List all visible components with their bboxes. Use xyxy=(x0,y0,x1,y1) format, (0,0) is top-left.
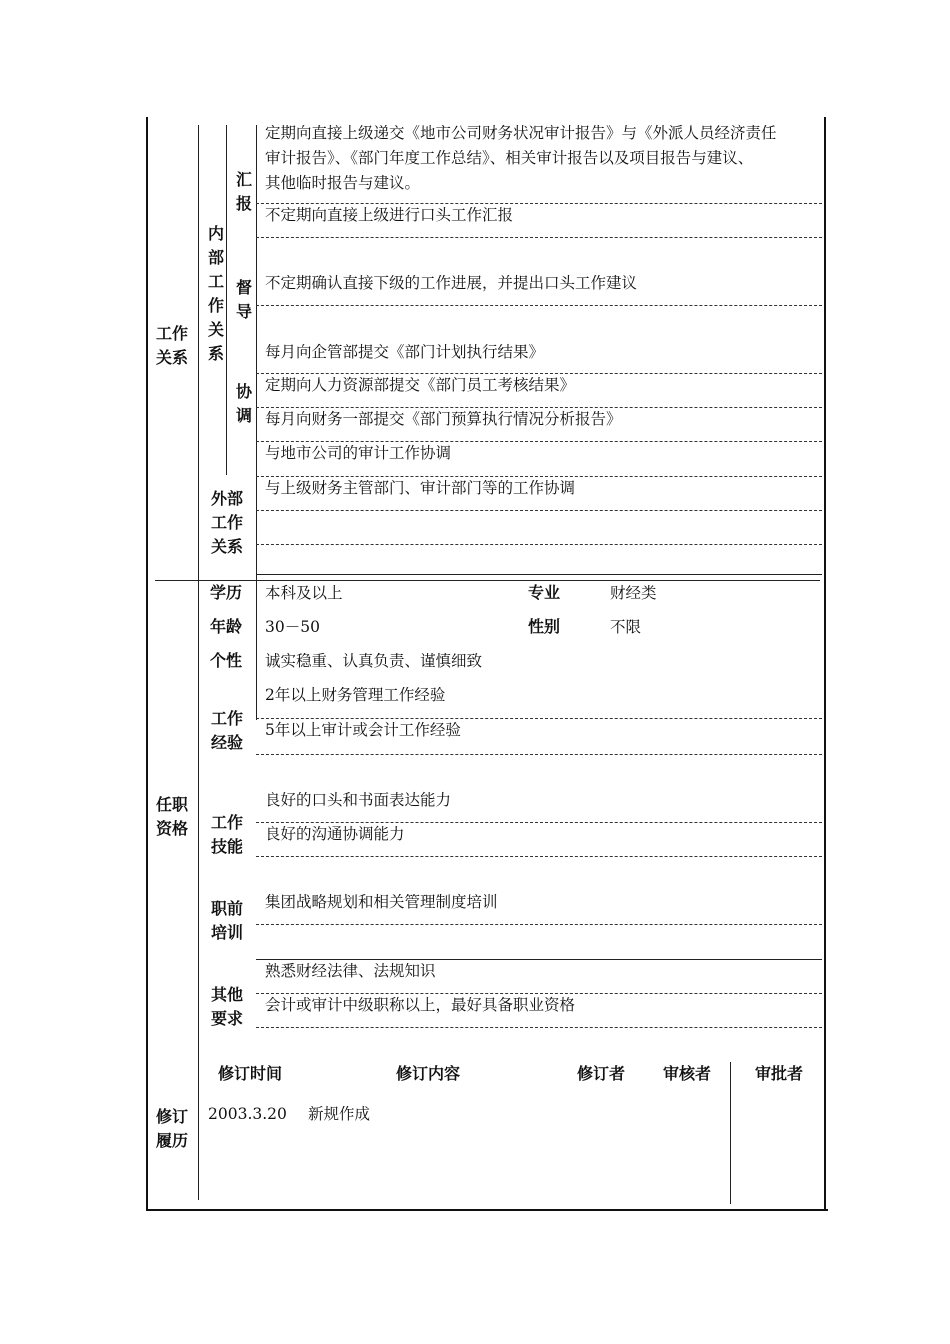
coordinate-item-3: 每月向财务一部提交《部门预算执行情况分析报告》 xyxy=(265,410,622,428)
table-bottom-border xyxy=(146,1209,828,1211)
education-value: 本科及以上 xyxy=(265,584,343,602)
skills-item-2: 良好的沟通协调能力 xyxy=(265,825,405,843)
revision-header-approver: 审批者 xyxy=(754,1064,803,1083)
report-item-1-line-2: 审计报告》、《部门年度工作总结》、相关审计报告以及项目报告与建议、 xyxy=(265,149,754,167)
revision-header-content: 修订内容 xyxy=(395,1064,460,1083)
qualifications-label: 任职资格 xyxy=(155,795,188,838)
dashed-separator xyxy=(256,305,822,306)
col-divider-1 xyxy=(198,125,199,1200)
dashed-separator xyxy=(256,754,822,755)
other-item-2: 会计或审计中级职称以上，最好具备职业资格 xyxy=(265,996,576,1014)
major-value: 财经类 xyxy=(610,584,657,602)
report-item-2: 不定期向直接上级进行口头工作汇报 xyxy=(265,206,514,224)
skills-label: 工作技能 xyxy=(210,813,243,856)
training-label: 职前培训 xyxy=(210,899,243,942)
gender-label: 性别 xyxy=(527,617,560,636)
internal-relations-label: 内部工作关系 xyxy=(207,224,224,363)
dashed-separator xyxy=(256,544,822,545)
revision-col-divider xyxy=(730,1062,731,1204)
experience-item-1: 2年以上财务管理工作经验 xyxy=(265,686,446,704)
revision-row-content: 新规作成 xyxy=(308,1105,371,1123)
dashed-separator xyxy=(256,510,822,511)
external-relations-label: 外部工作关系 xyxy=(210,489,243,556)
section-divider-minor xyxy=(256,574,822,575)
revision-label: 修订履历 xyxy=(155,1107,188,1150)
age-label: 年龄 xyxy=(209,617,242,636)
personality-label: 个性 xyxy=(209,651,242,670)
col-divider-inner xyxy=(226,125,227,475)
supervise-label: 督导 xyxy=(235,278,252,321)
external-item-1: 与上级财务主管部门、审计部门等的工作协调 xyxy=(265,479,576,497)
coordinate-item-1: 每月向企管部提交《部门计划执行结果》 xyxy=(265,343,545,361)
age-value: 30－50 xyxy=(265,618,320,636)
section-divider-qualifications xyxy=(155,580,820,581)
table-right-border xyxy=(824,117,826,1211)
skills-item-1: 良好的口头和书面表达能力 xyxy=(265,791,452,809)
dashed-separator xyxy=(256,1027,822,1028)
education-label: 学历 xyxy=(209,583,242,602)
experience-item-2: 5年以上审计或会计工作经验 xyxy=(265,721,461,739)
coordinate-item-2: 定期向人力资源部提交《部门员工考核结果》 xyxy=(265,376,576,394)
personality-value: 诚实稳重、认真负责、谨慎细致 xyxy=(265,652,483,670)
supervise-item-1: 不定期确认直接下级的工作进展，并提出口头工作建议 xyxy=(265,274,638,292)
dashed-separator xyxy=(256,856,822,857)
col-divider-2 xyxy=(256,125,257,720)
coordinate-label: 协调 xyxy=(235,382,252,425)
other-item-1: 熟悉财经法律、法规知识 xyxy=(265,962,436,980)
training-item-1: 集团战略规划和相关管理制度培训 xyxy=(265,893,498,911)
report-label: 汇报 xyxy=(235,170,252,213)
report-item-1-line-3: 其他临时报告与建议。 xyxy=(265,174,421,192)
coordinate-item-4: 与地市公司的审计工作协调 xyxy=(265,444,452,462)
revision-row-date: 2003.3.20 xyxy=(208,1105,287,1123)
report-item-1-line-1: 定期向直接上级递交《地市公司财务状况审计报告》与《外派人员经济责任 xyxy=(265,124,777,142)
work-relations-label: 工作关系 xyxy=(155,324,188,367)
other-label: 其他要求 xyxy=(210,985,243,1028)
table-left-border xyxy=(146,117,148,1211)
dashed-separator xyxy=(256,237,822,238)
revision-header-date: 修订时间 xyxy=(217,1064,282,1083)
major-label: 专业 xyxy=(527,583,560,602)
gender-value: 不限 xyxy=(610,618,642,636)
dashed-separator xyxy=(256,924,822,925)
revision-header-reviewer: 审核者 xyxy=(662,1064,711,1083)
revision-header-reviser: 修订者 xyxy=(576,1064,625,1083)
experience-label: 工作经验 xyxy=(210,709,243,752)
